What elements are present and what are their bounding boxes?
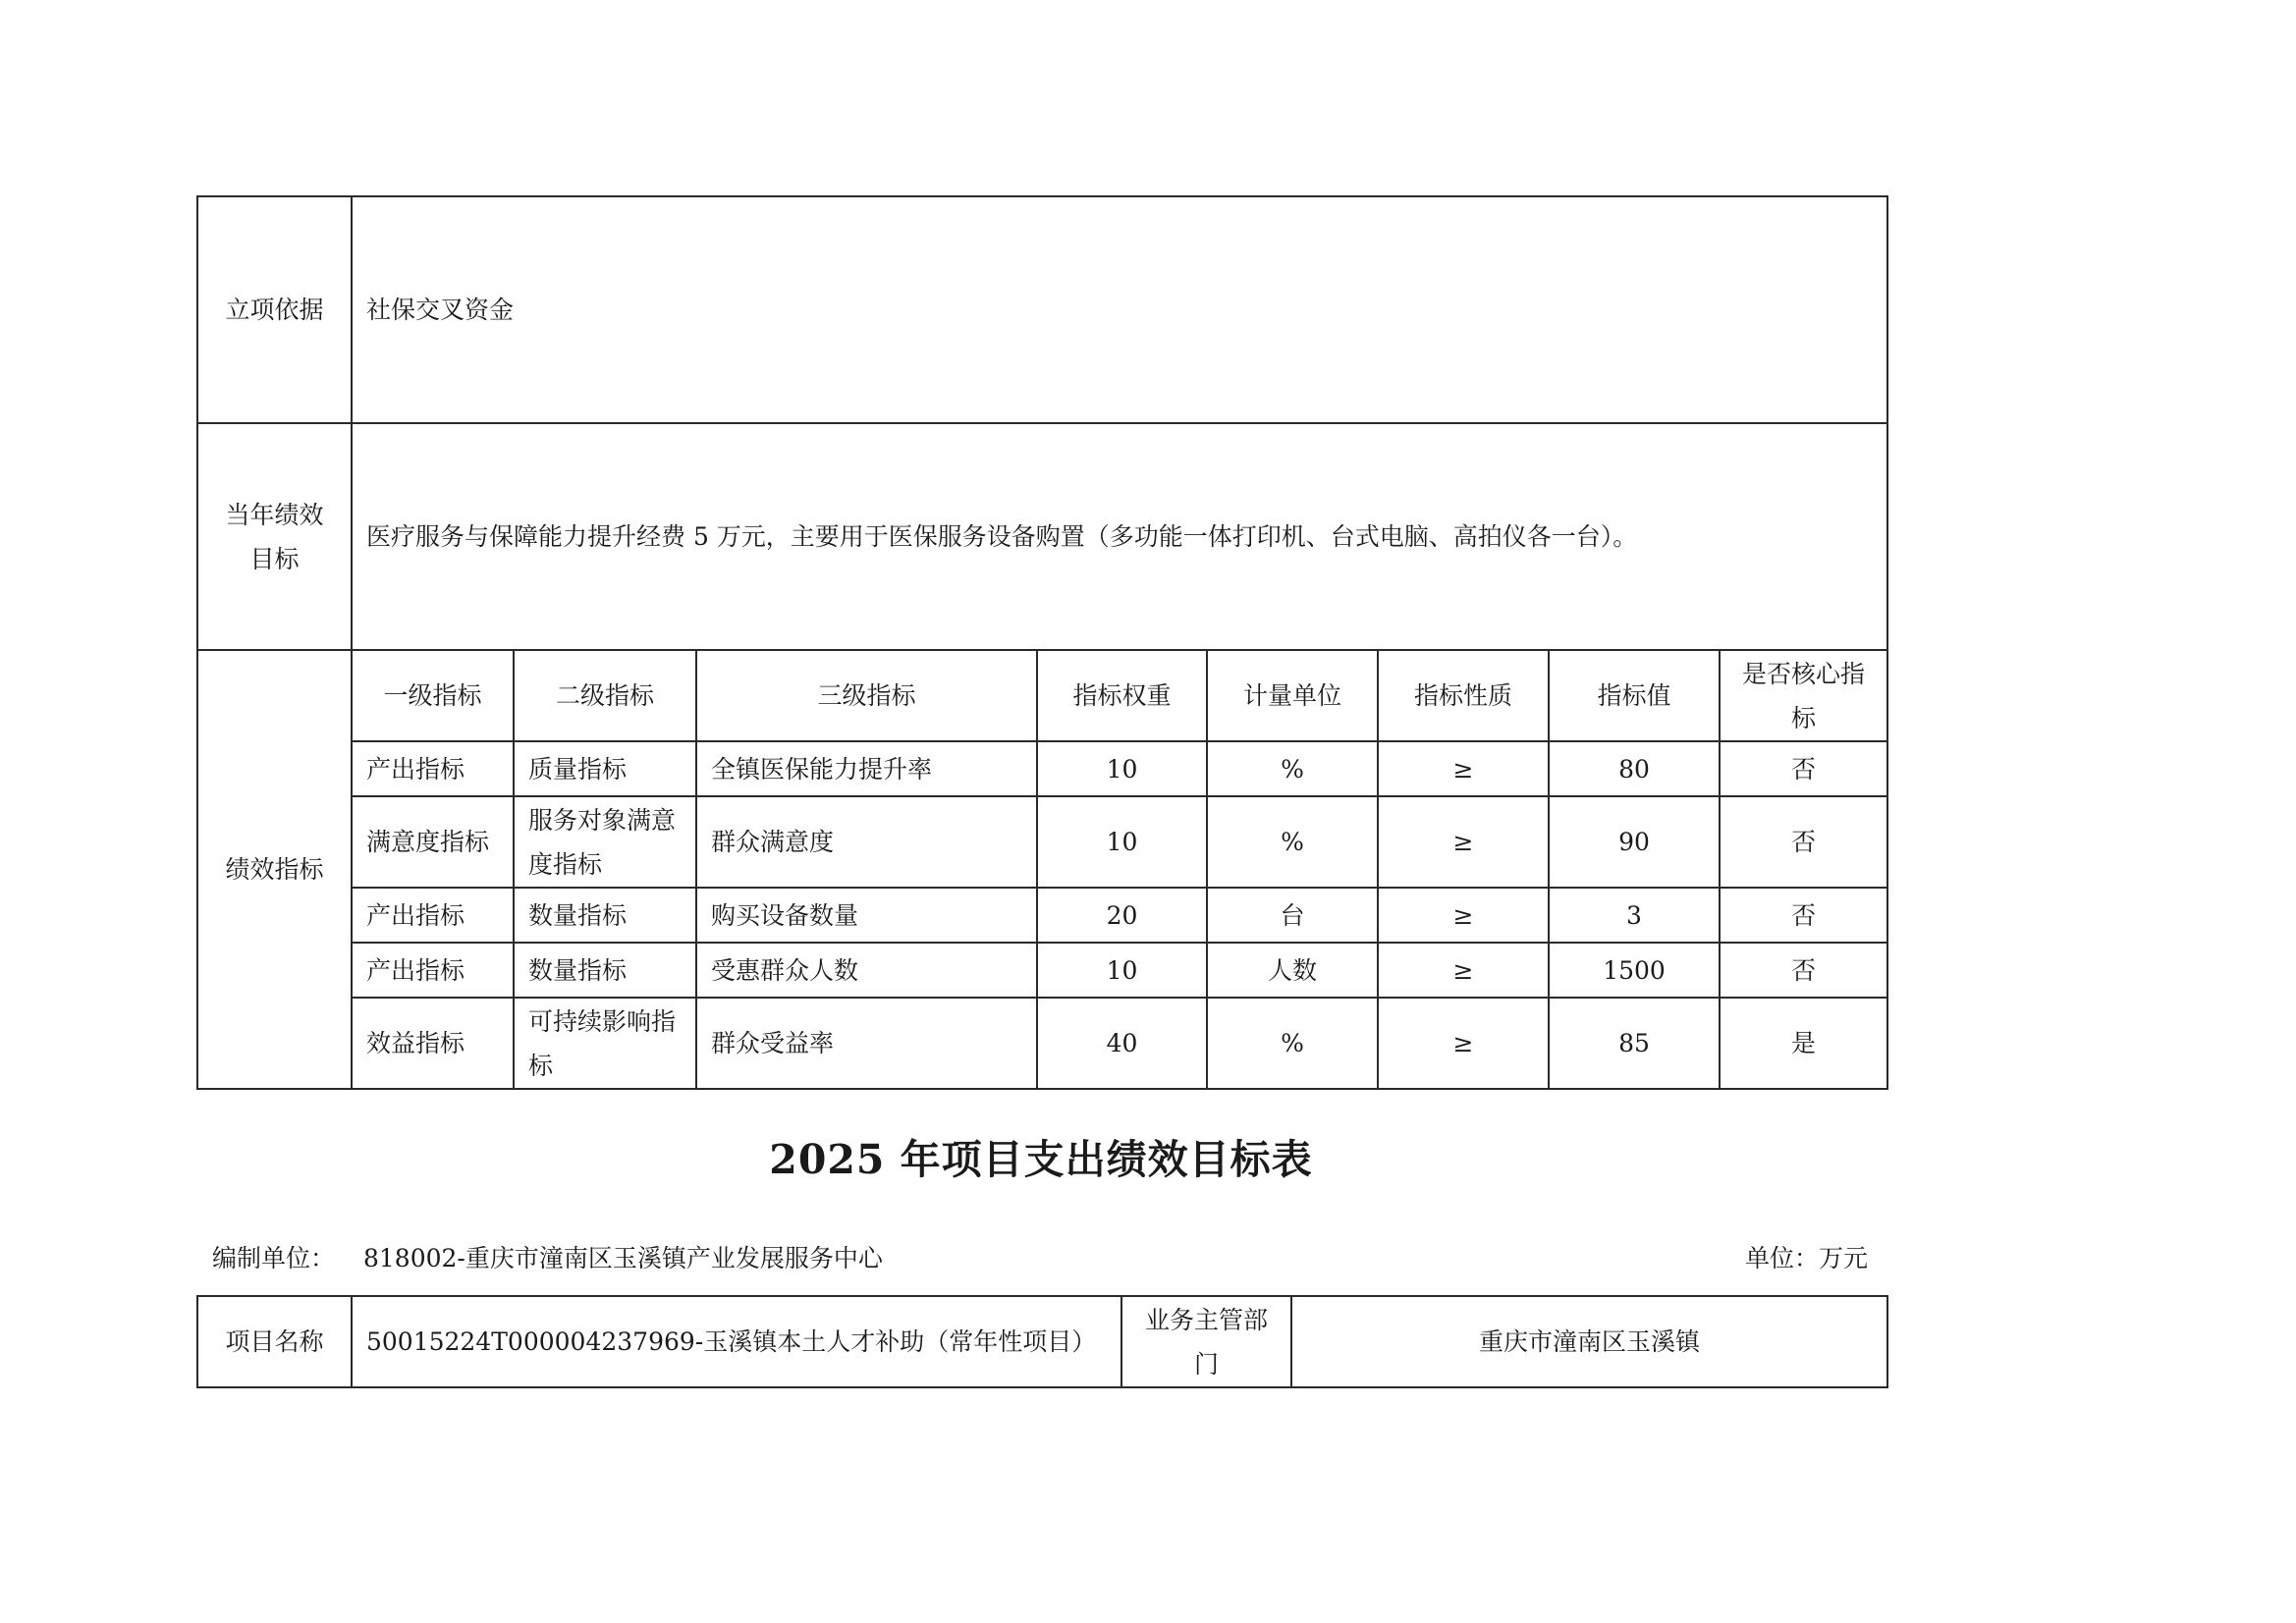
indicators-label: 绩效指标 [197,650,352,1089]
project-name-value: 50015224T000004237969-玉溪镇本土人才补助（常年性项目） [352,1296,1121,1387]
cell: 10 [1037,943,1207,998]
cell: 否 [1720,888,1887,943]
cell: 效益指标 [352,998,514,1089]
cell: ≥ [1378,943,1549,998]
cell: ≥ [1378,741,1549,796]
unit-value: 818002-重庆市潼南区玉溪镇产业发展服务中心 [363,1244,883,1272]
cell: ≥ [1378,888,1549,943]
dept-label: 业务主管部门 [1121,1296,1291,1387]
cell: 产出指标 [352,888,514,943]
table-row [197,888,1887,943]
cell: 90 [1549,796,1720,888]
cell: 85 [1549,998,1720,1089]
header-cell: 是否核心指标 [1720,650,1887,741]
cell: 是 [1720,998,1887,1089]
cell: 10 [1037,796,1207,888]
cell: 产出指标 [352,741,514,796]
cell: 40 [1037,998,1207,1089]
cell: 购买设备数量 [696,888,1037,943]
page-title: 2025 年项目支出绩效目标表 [769,1136,1313,1183]
cell: 80 [1549,741,1720,796]
cell: 全镇医保能力提升率 [696,741,1037,796]
cell: 产出指标 [352,943,514,998]
currency-unit: 单位：万元 [1745,1244,1869,1272]
goal-value: 医疗服务与保障能力提升经费 5 万元，主要用于医保服务设备购置（多功能一体打印机、台式电脑、高拍仪各一台）。 [352,423,1887,650]
dept-value: 重庆市潼南区玉溪镇 [1291,1296,1887,1387]
cell: 数量指标 [514,888,696,943]
performance-table [196,195,1888,1090]
goal-label: 当年绩效目标 [197,423,352,650]
cell: ≥ [1378,796,1549,888]
cell: 受惠群众人数 [696,943,1037,998]
header-cell: 三级指标 [696,650,1037,741]
cell: % [1207,741,1378,796]
table-row [197,998,1887,1089]
cell: 群众受益率 [696,998,1037,1089]
header-cell: 计量单位 [1207,650,1378,741]
table-row [197,741,1887,796]
table-row [197,796,1887,888]
cell: 否 [1720,943,1887,998]
cell: 台 [1207,888,1378,943]
cell: 1500 [1549,943,1720,998]
header-cell: 指标值 [1549,650,1720,741]
unit-label: 编制单位： [212,1244,336,1272]
cell: 10 [1037,741,1207,796]
cell: ≥ [1378,998,1549,1089]
cell: 否 [1720,796,1887,888]
cell: 满意度指标 [352,796,514,888]
cell: 3 [1549,888,1720,943]
cell: % [1207,998,1378,1089]
header-cell: 二级指标 [514,650,696,741]
basis-value: 社保交叉资金 [352,196,1887,423]
project-name-label: 项目名称 [197,1296,352,1387]
header-cell: 指标权重 [1037,650,1207,741]
table-row [197,943,1887,998]
cell: 人数 [1207,943,1378,998]
cell: 服务对象满意度指标 [514,796,696,888]
header-cell: 一级指标 [352,650,514,741]
header-cell: 指标性质 [1378,650,1549,741]
project-table [196,1295,1888,1388]
cell: 质量指标 [514,741,696,796]
cell: 20 [1037,888,1207,943]
cell: 群众满意度 [696,796,1037,888]
cell: 否 [1720,741,1887,796]
cell: 数量指标 [514,943,696,998]
cell: % [1207,796,1378,888]
basis-label: 立项依据 [197,196,352,423]
cell: 可持续影响指标 [514,998,696,1089]
